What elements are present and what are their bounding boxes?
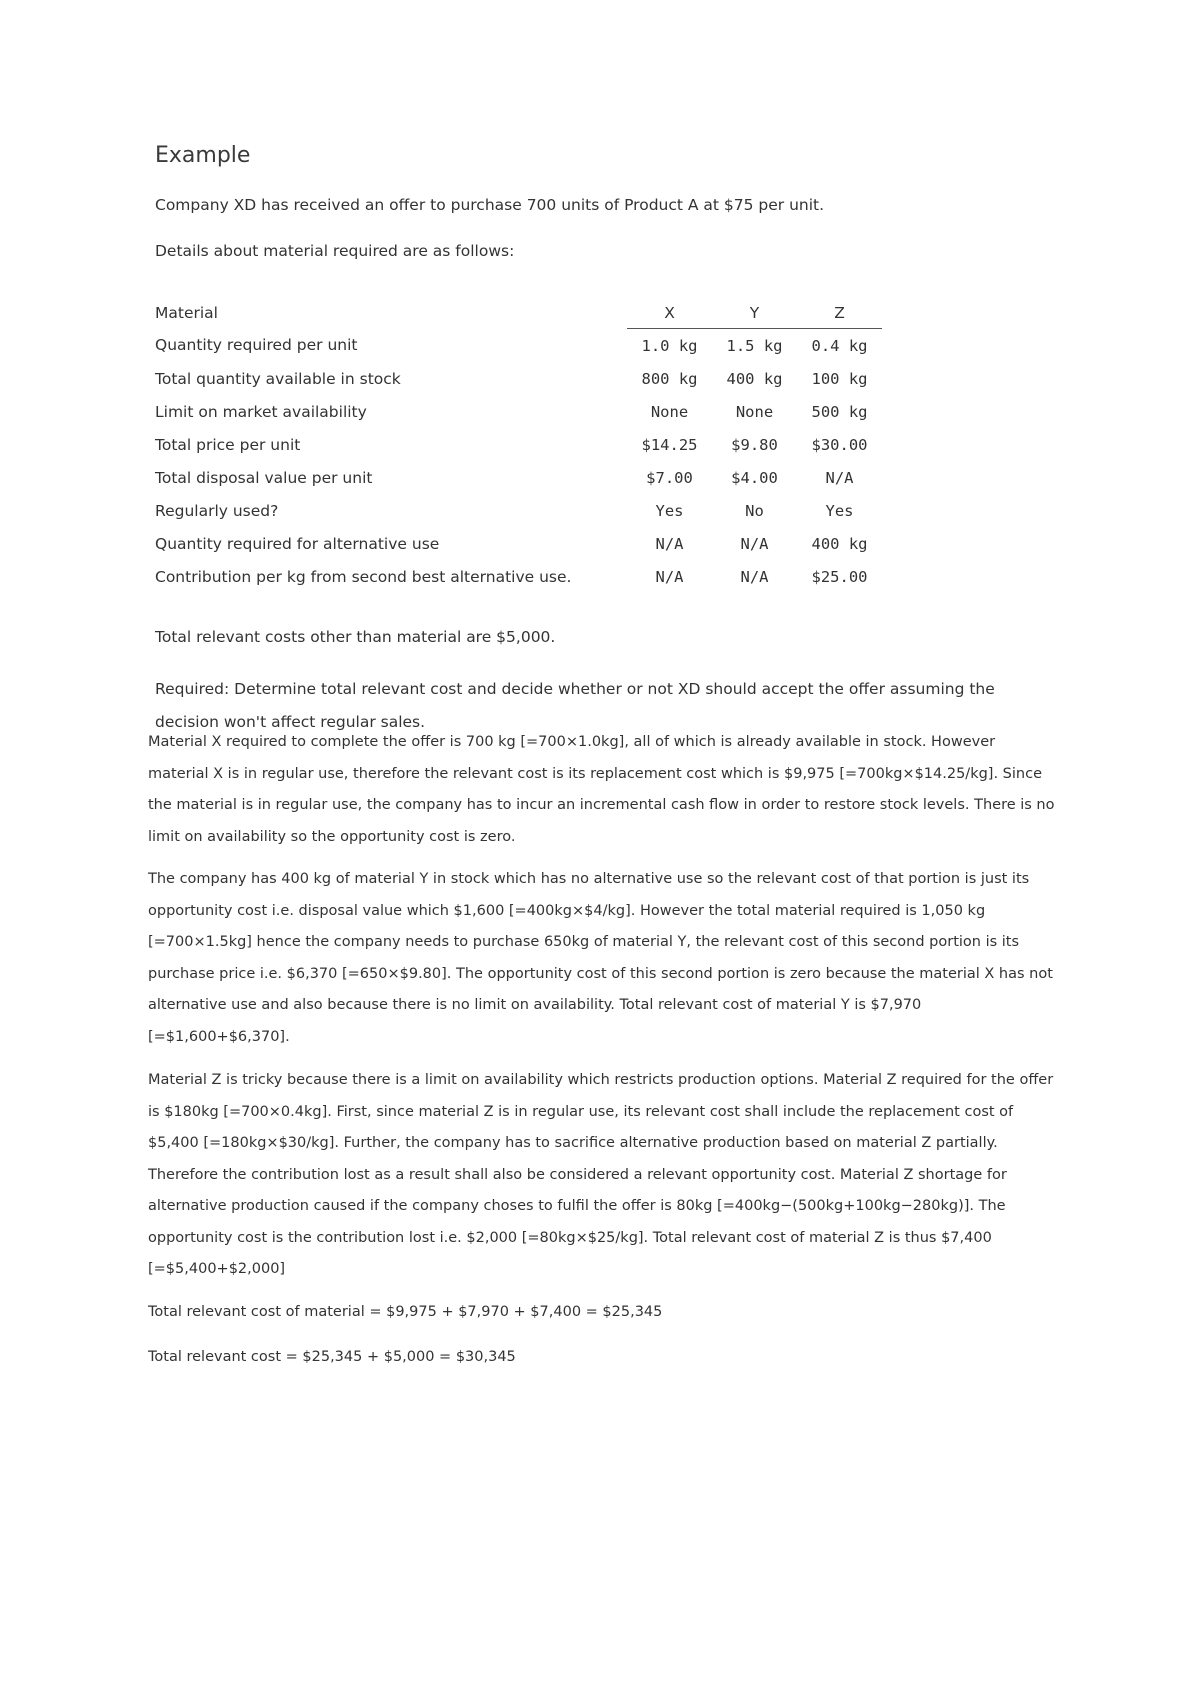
cell-z: 100 kg — [811, 369, 868, 388]
cell-x: $7.00 — [646, 468, 693, 487]
solution-material-z: Material Z is tricky because there is a limit on availability which restricts production options. Material Z required for the offer is $180kg [=700×0.4kg]. First, since material Z is in regular use, its relevant cost shall include the replacement cost of $5,400 [=180kg×$30/kg]. Further, the company has to sacrifice alternative production based on material Z partially. Therefore the contribution lost as a result shall also be considered a relevant opportunity cost. Material Z shortage for alternative production caused if the company choses to fulfil the offer is 80kg [=400kg−(500kg+100kg−280kg)]. The opportunity cost is the contribution lost i.e. $2,000 [=80kg×$25/kg]. Total relevant cost of material Z is thus $7,400 [=$5,400+$2,000] — [148, 1072, 1054, 1277]
table-row — [155, 527, 882, 560]
cell-x: N/A — [655, 567, 684, 586]
solution-material-x: Material X required to complete the offer is 700 kg [=700×1.0kg], all of which is already available in stock. However material X is in regular use, therefore the relevant cost is its replacement cost which is $9,975 [=700kg×$14.25/kg]. Since the material is in regular use, the company has to incur an incremental cash flow in order to restore stock levels. There is no limit on availability so the opportunity cost is zero. — [148, 734, 1055, 845]
cell-y: 1.5 kg — [726, 336, 783, 355]
table-row — [155, 494, 882, 527]
offer-intro: Company XD has received an offer to purchase 700 units of Product A at $75 per unit. — [155, 196, 825, 214]
cell-y: N/A — [740, 534, 769, 553]
row-label: Total price per unit — [155, 435, 301, 454]
header-y: Y — [712, 298, 797, 329]
cell-z: $25.00 — [811, 567, 868, 586]
table-row — [155, 362, 882, 395]
cell-x: Yes — [655, 501, 684, 520]
row-label: Limit on market availability — [155, 402, 367, 421]
cell-z: 400 kg — [811, 534, 868, 553]
row-label: Regularly used? — [155, 501, 279, 520]
cell-y: None — [735, 402, 774, 421]
cell-y: No — [745, 501, 764, 520]
cell-y: 400 kg — [726, 369, 783, 388]
table-row — [155, 329, 882, 363]
required-question: Required: Determine total relevant cost and decide whether or not XD should accept the offer assuming the decision won't affect regular sales. — [155, 680, 995, 731]
row-label: Quantity required for alternative use — [155, 534, 440, 553]
cell-z: 0.4 kg — [811, 336, 868, 355]
row-label: Total disposal value per unit — [155, 468, 373, 487]
details-heading: Details about material required are as follows: — [155, 242, 515, 260]
table-header-row — [155, 298, 882, 329]
cell-z: Yes — [825, 501, 854, 520]
cell-x: None — [650, 402, 689, 421]
cell-z: N/A — [825, 468, 854, 487]
cell-x: $14.25 — [641, 435, 698, 454]
cell-x: N/A — [655, 534, 684, 553]
table-row — [155, 428, 882, 461]
row-label: Total quantity available in stock — [155, 369, 401, 388]
cell-y: $9.80 — [731, 435, 778, 454]
table-row — [155, 560, 882, 593]
cell-z: $30.00 — [811, 435, 868, 454]
cell-x: 1.0 kg — [641, 336, 698, 355]
materials-table — [155, 298, 882, 593]
cell-y: $4.00 — [731, 468, 778, 487]
table-row — [155, 395, 882, 428]
cell-z: 500 kg — [811, 402, 868, 421]
total-relevant-cost: Total relevant cost = $25,345 + $5,000 = $30,345 — [148, 1349, 516, 1365]
row-label: Quantity required per unit — [155, 336, 358, 355]
example-heading: Example — [155, 143, 251, 168]
header-z: Z — [797, 298, 882, 329]
header-material: Material — [155, 304, 218, 323]
table-row — [155, 461, 882, 494]
other-costs-note: Total relevant costs other than material are $5,000. — [155, 628, 556, 646]
row-label: Contribution per kg from second best alternative use. — [155, 567, 572, 586]
cell-y: N/A — [740, 567, 769, 586]
header-x: X — [627, 298, 712, 329]
total-material-cost: Total relevant cost of material = $9,975 + $7,970 + $7,400 = $25,345 — [148, 1304, 663, 1320]
solution-material-y: The company has 400 kg of material Y in stock which has no alternative use so the relevant cost of that portion is just its opportunity cost i.e. disposal value which $1,600 [=400kg×$4/kg]. However the total material required is 1,050 kg [=700×1.5kg] hence the company needs to purchase 650kg of material Y, the relevant cost of this second portion is its purchase price i.e. $6,370 [=650×$9.80]. The opportunity cost of this second portion is zero because the material X has not alternative use and also because there is no limit on availability. Total relevant cost of material Y is $7,970 [=$1,600+$6,370]. — [148, 871, 1053, 1045]
cell-x: 800 kg — [641, 369, 698, 388]
